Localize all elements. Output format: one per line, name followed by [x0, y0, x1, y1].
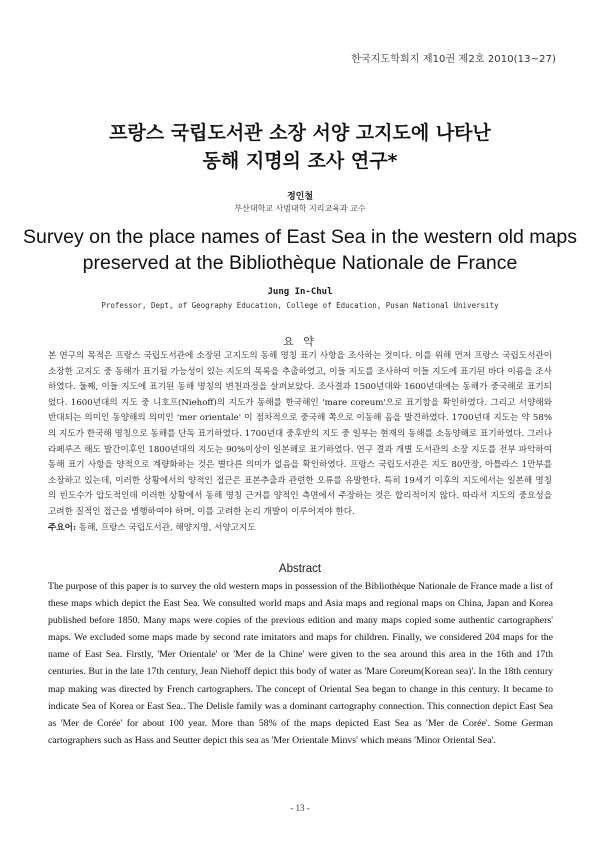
- author-affiliation-korean: 부산대학교 사범대학 지리교육과 교수: [234, 204, 366, 213]
- keywords-label: 주요어:: [48, 522, 77, 533]
- author-name-korean: 정인철: [286, 192, 314, 202]
- keywords-text: 동해, 프랑스 국립도서관, 해양지명, 서양고지도: [78, 522, 256, 533]
- english-abstract-body: The purpose of this paper is to survey the old western maps in possession of the Bibliothèque Nationale de France made a list of these maps which depict the East Sea. We consulted world maps and Asia maps and regional maps on China, Japan and Korea published before 1850. Many maps were copies of the previous edition and many maps copied some authentic cartographers' maps. We excluded some maps made by second rate imitators and maps for children. Finally, we considered 204 maps for the name of East Sea. Firstly, 'Mer Orientale' or 'Mer de la Chine' were given to the sea around this area in the 16th and 17th centuries. But in the late 17th century, Jean Niehoff depict this body of water as 'Mare Coreum(Korean sea)'. In the 18th century map making was directed by French cartographers. The concept of Oriental Sea began to change in this century. It became to indicate Sea of Korea or East Sea.. The Delisle family was a dominant cartography connection. This connection depict East Sea as 'Mer de Corée' for about 100 year. More than 58% of the maps depicted East Sea as 'Mer de Corée'. Some German cartographers such as Hass and Seutter depict this sea as 'Mer Orientale Minvs' which means 'Minor Oriental Sea'.: [48, 581, 553, 746]
- author-affiliation-english: Professor, Dept, of Geography Education, College of Education, Pusan National University: [101, 301, 499, 310]
- english-abstract-heading: Abstract: [278, 563, 322, 575]
- korean-title-line-1: 프랑스 국립도서관 소장 서양 고지도에 나타난: [109, 122, 491, 144]
- english-title-line-2: preserved at the Bibliothèque Nationale de France: [82, 252, 518, 274]
- author-name-english: Jung In-Chul: [267, 287, 333, 297]
- korean-abstract-text: 본 연구의 목적은 프랑스 국립도서관에 소장된 고지도의 동해 명칭 표기 사항을 조사하는 것이다. 이를 위해 먼저 프랑스 국립도서관이 소장한 고지도 중 동해가 표기될 가능성이 있는 지도의 목록을 추출하였고, 이들 지도를 조사하여 이들 지도에 표기된 바다 이름을 조사하였다. 둘째, 이들 지도에 표기된 동해 명칭의 변천과정을 살펴보았다. 조사결과 1500년대와 1600년대에는 동해가 중국해로 표기되었다. 1600년대의 지도 중 니호프(Niehoff)의 지도가 동해를 한국해인 'mare coreum'으로 표기함을 확인하였다. 그리고 서양해와 반대되는 의미인 동양해의 의미인 'mer orientale' 이 점차적으로 중국해 쪽으로 이동해 옴을 발견하였다. 1700년대 지도는 약 58%의 지도가 한국해 명칭으로 동해를 단독 표기하였다. 1700년대 중후반의 지도 중 일부는 현재의 동해를 소동양해로 표기하였다. 그러나 라페루즈 해도 발간이후인 1800년대의 지도는 90%이상이 일본해로 표기하였다. 연구 결과 개별 도서관의 소장 지도를 전부 파악하여 동해 표기 사항을 양적으로 계량화하는 것은 별다른 의미가 없음을 확인하였다. 프랑스 국립도서관은 지도 80만장, 아틀라스 1만부를 소장하고 있는데, 이러한 상황에서의 양적인 접근은 표본추출과 관련한 오류를 유발한다. 특히 19세기 이후의 지도에서는 일본해 명칭의 빈도수가 압도적인데 이러한 상황에서 동해 명칭 근거를 양적인 측면에서 주장하는 것은 합리적이지 않다. 따라서 지도의 중요성을 고려한 질적인 접근을 병행하여야 하며, 이를 고려한 논리 개발이 이루어져야 한다.: [48, 351, 552, 517]
- page-number: - 13 -: [290, 803, 310, 813]
- korean-abstract-body: [48, 349, 552, 536]
- english-title-line-1: Survey on the place names of East Sea in the western old maps: [23, 226, 577, 248]
- korean-abstract-heading: 요 약: [283, 335, 317, 348]
- journal-header: 한국지도학회지 제10권 제2호 2010(13~27): [351, 54, 556, 65]
- korean-title-line-2: 동해 지명의 조사 연구*: [202, 150, 398, 172]
